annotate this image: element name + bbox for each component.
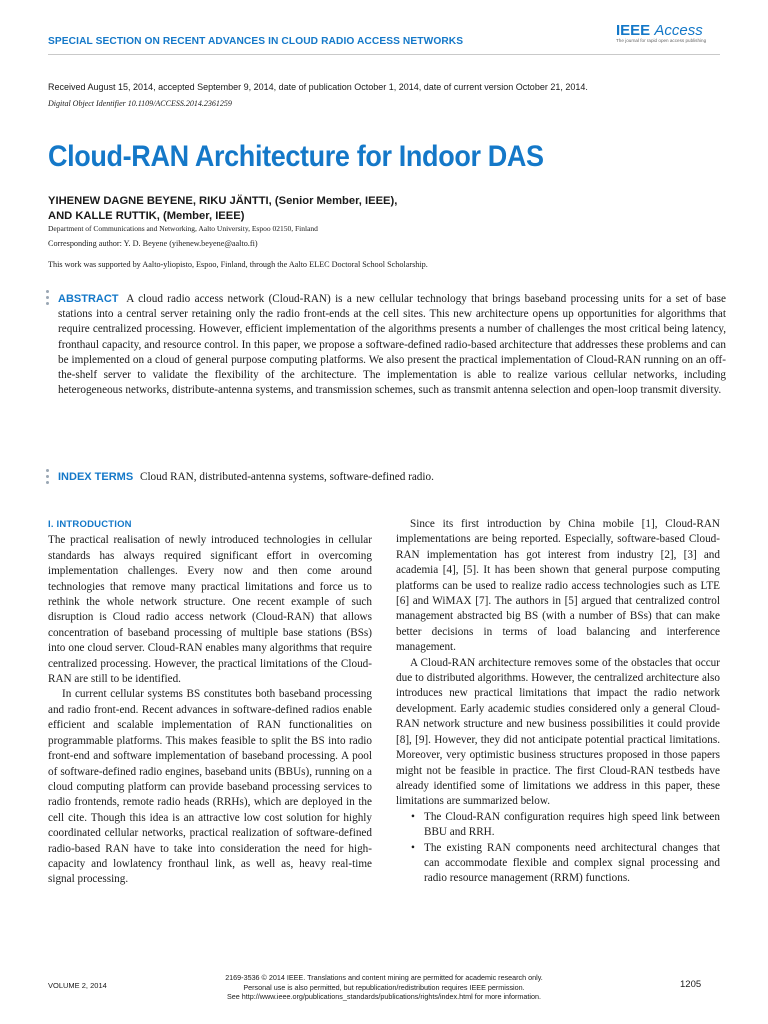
index-terms bbox=[58, 471, 726, 483]
abstract-text: A cloud radio access network (Cloud-RAN) is a new cellular technology that brings baseband processing units for a set of base stations into a central server retaining only the radio front-ends at the cell sites. This new architecture opens up opportunities for algorithms that require centralized processing. However, efficient implementation of the algorithms presents a number of challenges the most critical being latency, fronthaul capacity, and resource control. In this paper, we propose a software-defined radio-based architecture that addresses these problems and can be implemented on a cloud of general purpose computing platforms. We also present the practical implementation of Cloud-RAN running on an off-the-shelf server to validate the flexibility of the architecture. The implementation is able to realize various cellular networks, including heterogeneous networks, distribute-antenna systems, and transmission schemes, such as transmit antenna selection and open-loop transmit diversity. bbox=[58, 293, 727, 397]
logo-ieee-text: IEEE bbox=[616, 22, 651, 39]
logo-tagline: The journal for rapid open access publishing bbox=[616, 38, 707, 43]
list-item bbox=[411, 810, 720, 841]
paper-title: Cloud-RAN Architecture for Indoor DAS bbox=[48, 140, 544, 173]
funding-note: This work was supported by Aalto-yliopisto, Espoo, Finland, through the Aalto ELEC Doctoral School Scholarship. bbox=[48, 260, 428, 269]
list-item bbox=[411, 841, 720, 887]
section-header: SPECIAL SECTION ON RECENT ADVANCES IN CLOUD RADIO ACCESS NETWORKS bbox=[48, 36, 464, 47]
section-heading-introduction: I. INTRODUCTION bbox=[48, 519, 132, 530]
paragraph: A Cloud-RAN architecture removes some of the obstacles that occur due to distributed algorithms. However, the centralized architecture also introduces new practical limitations that impact the radio network development. Early academic studies considered only a general Cloud-RAN network structure and new business possibilities it could provide [8], [9]. However, they did not anticipate potential practical limitations. Moreover, very optimistic business structures proposed in those papers might not be feasible in practice. The first Cloud-RAN testbeds have already identified some of limitations we address in this paper, these limitations are summarized below. bbox=[396, 656, 720, 808]
copyright-line-1: 2169-3536 © 2014 IEEE. Translations and content mining are permitted for academic research only. bbox=[225, 973, 543, 982]
corresponding-author: Corresponding author: Y. D. Beyene (yihenew.beyene@aalto.fi) bbox=[48, 239, 258, 248]
right-column bbox=[396, 517, 720, 887]
bullet-icon: • bbox=[411, 810, 415, 823]
abstract-marker-icon bbox=[46, 290, 50, 308]
abstract-label: ABSTRACT bbox=[58, 293, 119, 305]
abstract bbox=[58, 292, 726, 398]
index-terms-marker-icon bbox=[46, 469, 50, 487]
doi: Digital Object Identifier 10.1109/ACCESS.2014.2361259 bbox=[48, 99, 232, 108]
index-terms-label: INDEX TERMS bbox=[58, 471, 134, 483]
publication-dates: Received August 15, 2014, accepted September 9, 2014, date of publication October 1, 2014, date of current version October 21, 2014. bbox=[48, 82, 588, 92]
index-terms-text: Cloud RAN, distributed-antenna systems, software-defined radio. bbox=[139, 471, 434, 483]
authors-line-1: YIHENEW DAGNE BEYENE, RIKU JÄNTTI, (Senior Member, IEEE), bbox=[48, 195, 398, 207]
logo-access-text: Access bbox=[654, 22, 703, 39]
copyright-line-2: Personal use is also permitted, but republication/redistribution requires IEEE permission. bbox=[243, 982, 525, 992]
paragraph: Since its first introduction by China mobile [1], Cloud-RAN implementations are being reported. Especially, software-based Cloud-RAN implementation has got interest from industry [2], [3] and academia [4], [5]. It has been shown that general purpose computing platforms can be used to realize radio access technologies such as LTE [6] and WiMAX [7]. The authors in [5] argued that centralized control management abstracted big BS (with a number of BSs) that can make better decisions in terms of load balancing and interference management. bbox=[396, 518, 720, 654]
copyright-line-3: See http://www.ieee.org/publications_standards/publications/rights/index.html for more information. bbox=[226, 992, 542, 1002]
ieee-access-logo bbox=[616, 22, 706, 43]
left-column bbox=[48, 517, 372, 888]
footer-copyright bbox=[184, 973, 584, 1002]
bullet-icon: • bbox=[411, 841, 415, 854]
authors-line-2: AND KALLE RUTTIK, (Member, IEEE) bbox=[48, 210, 245, 222]
list-item-text: The existing RAN components need architectural changes that can accommodate flexible and complex signal processing and radio resource management (RRM) functions. bbox=[424, 841, 720, 885]
authors bbox=[48, 194, 488, 224]
footer-volume: VOLUME 2, 2014 bbox=[48, 981, 107, 990]
page-number: 1205 bbox=[680, 979, 702, 990]
affiliation: Department of Communications and Networking, Aalto University, Espoo 02150, Finland bbox=[48, 224, 318, 233]
list-item-text: The Cloud-RAN configuration requires high speed link between BBU and RRH. bbox=[424, 810, 720, 839]
paragraph: In current cellular systems BS constitutes both baseband processing and radio front-end. Recent advances in software-defined radios enable efficient and scalable implementation of RAN functionalities on programmable platforms. This makes feasible to split the BS into radio front-end and software implementation of baseband processing. A pool of software-defined radio engines, baseband units (BBUs), running on a cloud computing platform can provide baseband processing services to radio frontends, remote radio heads (RRHs), which are deployed in the cell cite. Though this idea is an attractive low cost solution for highly coordinated cellular networks, practical realization of software-defined radio-based RAN have to take into consideration the need for high-capacity and lowlatency fronthaul link, as well as, heavy real-time signal processing. bbox=[48, 688, 372, 886]
paragraph: The practical realisation of newly introduced technologies in cellular standards has always required significant effort in overcoming implementation challenges. Every now and then come around technologies that remove many practical limitations and force us to rethink the whole network structure. One recent example of such disruption is Cloud radio access network (Cloud-RAN) that allows concentration of baseband processing of multiple base stations (BSs) into one cloud server. Cloud-RAN enables many algorithms that require centralized processing. However, the practical limitations of the Cloud-RAN are still to be identified. bbox=[48, 534, 372, 686]
header-rule bbox=[48, 54, 720, 55]
limitations-list bbox=[396, 810, 720, 887]
